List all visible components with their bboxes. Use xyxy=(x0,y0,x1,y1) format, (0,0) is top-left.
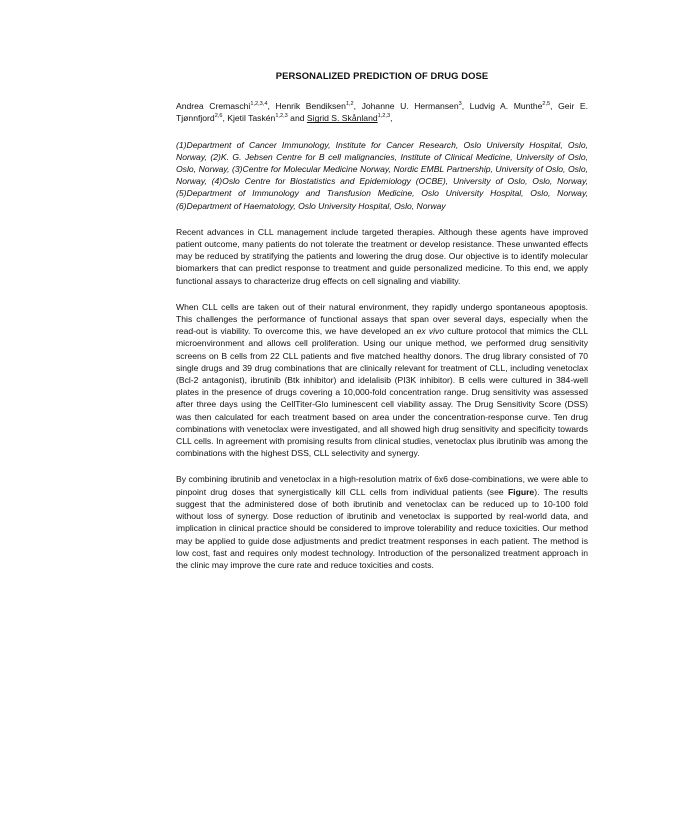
author-affiliation-marker: 1,2,3 xyxy=(275,113,288,120)
italic-term: ex vivo xyxy=(416,326,445,337)
author-separator: , xyxy=(267,101,276,112)
author-name: Andrea Cremaschi xyxy=(176,101,251,112)
presenting-author-name: Sigrid S. Skånland xyxy=(306,113,378,124)
author-affiliation-marker: 1,2,3 xyxy=(377,113,391,120)
affiliations: (1)Department of Cancer Immunology, Institute for Cancer Research, Oslo University Hospital, Oslo, Norway, (2)K. G. Jebsen Centre for B cell malignancies, Institute of Clinical Medicine, University of Oslo, Oslo, Norway, (3)Centre for Molecular Medicine Norway, Nordic EMBL Partnership, University of Oslo, Oslo, Norway, (4)Oslo Centre for Biostatistics and Epidemiology (OCBE), University of Oslo, Oslo, Norway, (5)Department of Immunology and Transfusion Medicine, Oslo University Hospital, Oslo, Norway, (6)Department of Haematology, Oslo University Hospital, Oslo, Norway xyxy=(176,139,588,211)
abstract-paragraph-conclusion xyxy=(176,473,588,571)
author-name: Ludvig A. Munthe xyxy=(469,101,543,112)
paragraph-text: When CLL cells are taken out of their natural environment, they rapidly undergo spontaneous apoptosis. This challenges the performance of functional assays that span over several days, especially when the read-out is viability. To overcome this, we have developed an xyxy=(176,301,588,337)
author-affiliation-marker: 1,2 xyxy=(345,101,354,108)
author-name: Johanne U. Hermansen xyxy=(361,101,459,112)
author-separator: , xyxy=(222,113,228,124)
author-name: Kjetil Taskén xyxy=(227,113,276,124)
abstract-paragraph-background: Recent advances in CLL management include targeted therapies. Although these agents have improved patient outcome, many patients do not tolerate the treatment or develop resistance. These unwanted effects may be reduced by stratifying the patients and lowering the drug dose. Our objective is to identify molecular biomarkers that can predict response to treatment and guide personalized medicine. To this end, we apply functional assays to characterize drug effects on cell signaling and viability. xyxy=(176,226,588,286)
figure-reference: Figure xyxy=(507,486,535,497)
author-separator: , xyxy=(353,101,362,112)
paragraph-text: ). The results suggest that the administered dose of both ibrutinib and venetoclax can be reduced up to 10-100 fold without loss of synergy. Dose reduction of ibrutinib and venetoclax is supported by real-world data, and implication in clinical practice should be considered to improve tolerability and reduce toxicities. Our method may be applied to guide dose adjustments and predict treatment responses in each patient. The method is low cost, fast and requires only modest technology. Introduction of the personalized treatment approach in the clinic may improve the cure rate and reduce toxicities and costs. xyxy=(176,486,588,570)
paragraph-text: culture protocol that mimics the CLL microenvironment and allows cell proliferation. Using our unique method, we performed drug sensitivity screens on B cells from 22 CLL patients and five matched healthy donors. The drug library consisted of 70 single drugs and 39 drug combinations that are clinically relevant for treatment of CLL, including venetoclax (Bcl-2 antagonist), ibrutinib (Btk inhibitor) and idelalisib (PI3K inhibitor). B cells were cultured in 384-well plates in the presence of drugs covering a 10,000-fold concentration range. Drug sensitivity was assessed after three days using the CellTiter-Glo luminescent cell viability assay. The Drug Sensitivity Score (DSS) was then calculated for each treatment based on area under the concentration-response curve. Ten drug combinations with venetoclax were investigated, and all showed high drug sensitivity and specificity towards CLL cells. In agreement with promising results from clinical studies, venetoclax plus ibrutinib was among the combinations with the highest DSS, CLL selectivity and synergy. xyxy=(176,326,588,459)
author-separator: , xyxy=(461,101,470,112)
author-affiliation-marker: 3 xyxy=(458,101,462,108)
abstract-paragraph-methods xyxy=(176,301,588,460)
abstract-page xyxy=(176,70,588,585)
author-separator: and xyxy=(287,113,307,124)
author-separator: , xyxy=(550,101,559,112)
paper-title: PERSONALIZED PREDICTION OF DRUG DOSE xyxy=(275,70,489,81)
author-affiliation-marker: 2,5 xyxy=(542,101,551,108)
paragraph-text: By combining ibrutinib and venetoclax in a high-resolution matrix of 6x6 dose-combinations, we were able to pinpoint drug doses that synergistically kill CLL cells from individual patients (see xyxy=(176,474,588,497)
author-name: Geir E. Tjønnfjord xyxy=(176,101,588,124)
author-affiliation-marker: 2,6 xyxy=(214,113,223,120)
author-separator: , xyxy=(390,113,393,124)
author-list xyxy=(176,100,588,124)
author-affiliation-marker: 1,2,3,4 xyxy=(250,101,268,108)
author-name: Henrik Bendiksen xyxy=(275,101,346,112)
